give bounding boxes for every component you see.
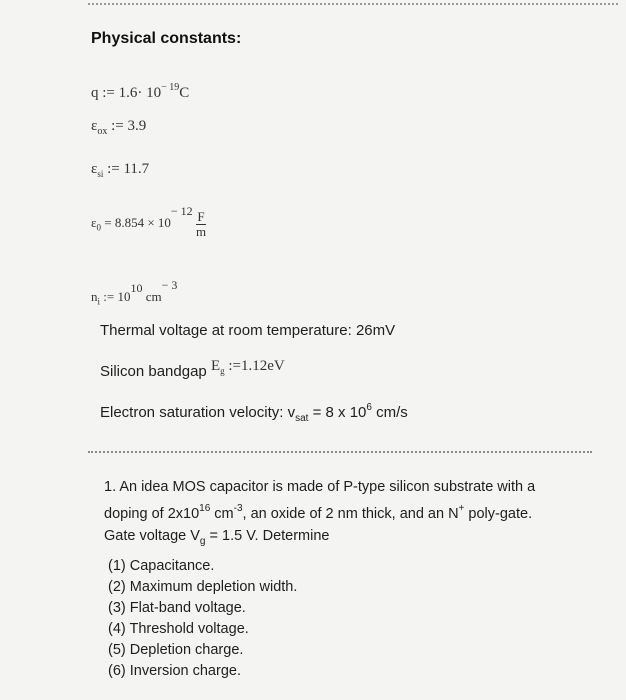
q-assign: := xyxy=(102,85,115,101)
eps0-unit-den: m xyxy=(195,223,207,239)
poly-gate-text: poly-gate. xyxy=(464,506,533,522)
eps-ox-value: 3.9 xyxy=(127,118,147,134)
eps0-unit-num: F xyxy=(197,208,205,224)
vsat-label: Electron saturation velocity: xyxy=(100,404,288,421)
vsat-symbol: v xyxy=(287,404,296,421)
eps-ox-sub: ox xyxy=(97,126,108,137)
question-list xyxy=(108,556,297,682)
silicon-bandgap xyxy=(100,358,285,382)
eps0-assign: = xyxy=(104,215,112,230)
gate-voltage-sub: g xyxy=(199,535,206,547)
q-unit: C xyxy=(179,85,190,101)
vsat-sub: sat xyxy=(295,413,309,424)
bandgap-value: 1.12eV xyxy=(241,358,285,374)
eps-ox-assign: := xyxy=(111,118,124,134)
gate-voltage-value: = 1.5 V. Determine xyxy=(205,528,330,544)
section-heading: Physical constants: xyxy=(91,30,242,47)
ni-symbol: n xyxy=(91,289,98,304)
ni-assign: := xyxy=(103,289,115,304)
ni-unit: cm xyxy=(145,289,162,304)
q-value: 1.6· 10 xyxy=(118,85,162,101)
list-item: (5) Depletion charge. xyxy=(108,642,244,658)
list-item: (2) Maximum depletion width. xyxy=(108,579,298,595)
bandgap-symbol: E xyxy=(210,358,221,374)
eps0-sub: 0 xyxy=(96,222,101,233)
eps-si-sub: si xyxy=(97,169,104,179)
thermal-voltage: Thermal voltage at room temperature: 26mV xyxy=(100,322,396,339)
doping-exponent: 16 xyxy=(199,503,211,514)
list-item: (1) Capacitance. xyxy=(108,558,215,574)
eps0-unit-fraction xyxy=(196,210,206,239)
eps-ox-symbol: ε xyxy=(91,118,98,134)
q-exponent: − 19 xyxy=(161,82,180,93)
eps0-value: 8.854 × 10 xyxy=(114,215,171,230)
eps-si-assign: := xyxy=(107,161,120,177)
eps-si-value: 11.7 xyxy=(123,161,150,177)
doping-unit-exponent: -3 xyxy=(233,503,243,514)
doping-unit: cm xyxy=(210,506,234,522)
problem-line-1: 1. An idea MOS capacitor is made of P-type silicon substrate with a xyxy=(104,479,536,495)
oxide-text: , an oxide of 2 nm thick, and an N xyxy=(242,506,459,522)
saturation-velocity xyxy=(100,402,408,424)
vsat-rest: = 8 x 10 xyxy=(308,404,367,421)
eps0-symbol: ε xyxy=(91,215,97,230)
constant-ni xyxy=(91,278,177,307)
vsat-exponent: 6 xyxy=(366,402,372,413)
ni-sub: i xyxy=(97,296,101,307)
ni-unit-exponent: − 3 xyxy=(161,278,178,292)
middle-divider xyxy=(88,451,592,453)
bandgap-sub: g xyxy=(220,366,225,376)
vsat-unit: cm/s xyxy=(371,404,408,421)
list-item: (3) Flat-band voltage. xyxy=(108,600,246,616)
q-symbol: q xyxy=(91,85,99,101)
list-item: (4) Threshold voltage. xyxy=(108,621,249,637)
n-plus: + xyxy=(458,503,465,514)
list-item: (6) Inversion charge. xyxy=(108,663,241,679)
problem-statement xyxy=(104,476,535,553)
gate-voltage-label: Gate voltage V xyxy=(104,528,200,544)
bandgap-label: Silicon bandgap xyxy=(100,363,207,380)
constant-q xyxy=(91,82,189,102)
bandgap-formula xyxy=(211,358,285,374)
constant-eps0 xyxy=(91,204,206,239)
eps0-exponent: − 12 xyxy=(170,204,193,218)
top-divider xyxy=(88,3,618,5)
ni-exponent: 10 xyxy=(130,281,143,295)
constant-eps-ox xyxy=(91,118,146,137)
bandgap-assign: := xyxy=(228,358,241,374)
doping-text: doping of 2x10 xyxy=(104,506,200,522)
ni-value: 10 xyxy=(117,289,131,304)
eps-si-symbol: ε xyxy=(91,161,98,177)
problem-line-2 xyxy=(104,498,535,525)
problem-line-3 xyxy=(104,525,535,553)
constant-eps-si xyxy=(91,161,149,179)
